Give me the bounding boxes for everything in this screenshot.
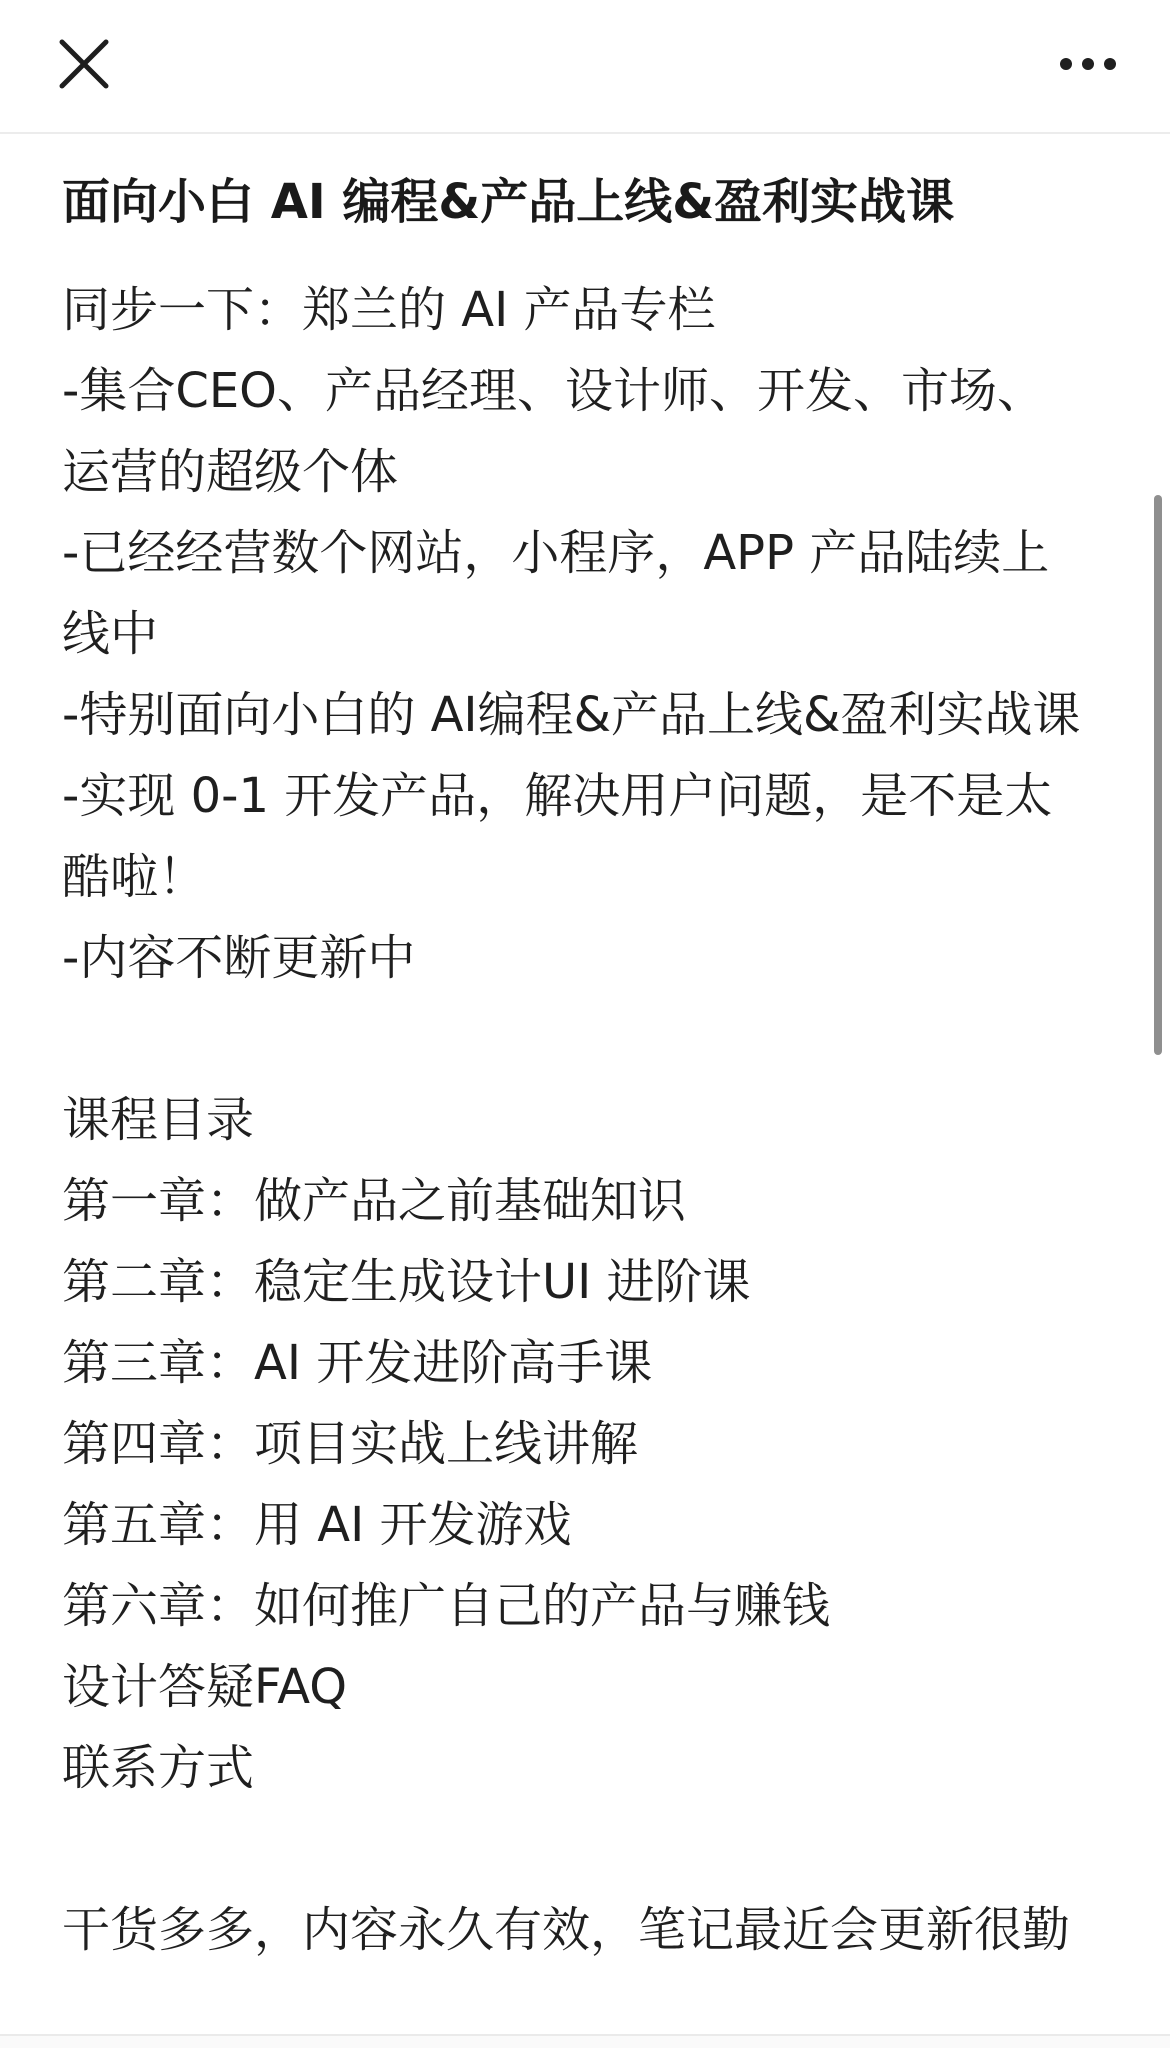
note-line: 干货多多，内容永久有效，笔记最近会更新很勤 bbox=[62, 1902, 1071, 1958]
note-body bbox=[62, 270, 1122, 1971]
note-line: 第三章：AI 开发进阶高手课 bbox=[62, 1335, 653, 1391]
note-line: 第一章：做产品之前基础知识 bbox=[62, 1173, 687, 1229]
note-line: 第六章：如何推广自己的产品与赚钱 bbox=[62, 1578, 831, 1634]
note-line: 课程目录 bbox=[62, 1092, 255, 1148]
note-line: -集合CEO、产品经理、设计师、开发、市场、 bbox=[62, 363, 1045, 419]
note-line: 联系方式 bbox=[62, 1740, 255, 1796]
note-line: 线中 bbox=[62, 606, 159, 662]
note-title: 面向小白 AI 编程&产品上线&盈利实战课 bbox=[62, 174, 955, 230]
note-line: 酷啦！ bbox=[62, 849, 207, 905]
more-options-button[interactable] bbox=[1038, 24, 1138, 104]
note-content bbox=[62, 132, 1122, 1971]
blank-line bbox=[62, 999, 1122, 1080]
note-line: 运营的超级个体 bbox=[62, 444, 399, 500]
blank-line bbox=[62, 1809, 1122, 1890]
note-line: 设计答疑FAQ bbox=[62, 1659, 347, 1715]
close-icon bbox=[58, 38, 110, 90]
note-line: 同步一下：郑兰的 AI 产品专栏 bbox=[62, 282, 716, 338]
top-bar bbox=[0, 0, 1170, 134]
more-horizontal-icon bbox=[1058, 56, 1118, 72]
note-line: -实现 0-1 开发产品，解决用户问题，是不是太 bbox=[62, 768, 1053, 824]
scrollbar[interactable] bbox=[1154, 495, 1162, 1055]
note-line: -已经经营数个网站，小程序，APP 产品陆续上 bbox=[62, 525, 1050, 581]
note-line: 第四章：项目实战上线讲解 bbox=[62, 1416, 639, 1472]
note-line: -特别面向小白的 AI编程&产品上线&盈利实战课 bbox=[62, 687, 1081, 743]
note-line: -内容不断更新中 bbox=[62, 930, 416, 986]
close-button[interactable] bbox=[44, 24, 124, 104]
note-line: 第二章：稳定生成设计UI 进阶课 bbox=[62, 1254, 751, 1310]
note-line: 第五章：用 AI 开发游戏 bbox=[62, 1497, 572, 1553]
bottom-divider bbox=[0, 2034, 1170, 2048]
